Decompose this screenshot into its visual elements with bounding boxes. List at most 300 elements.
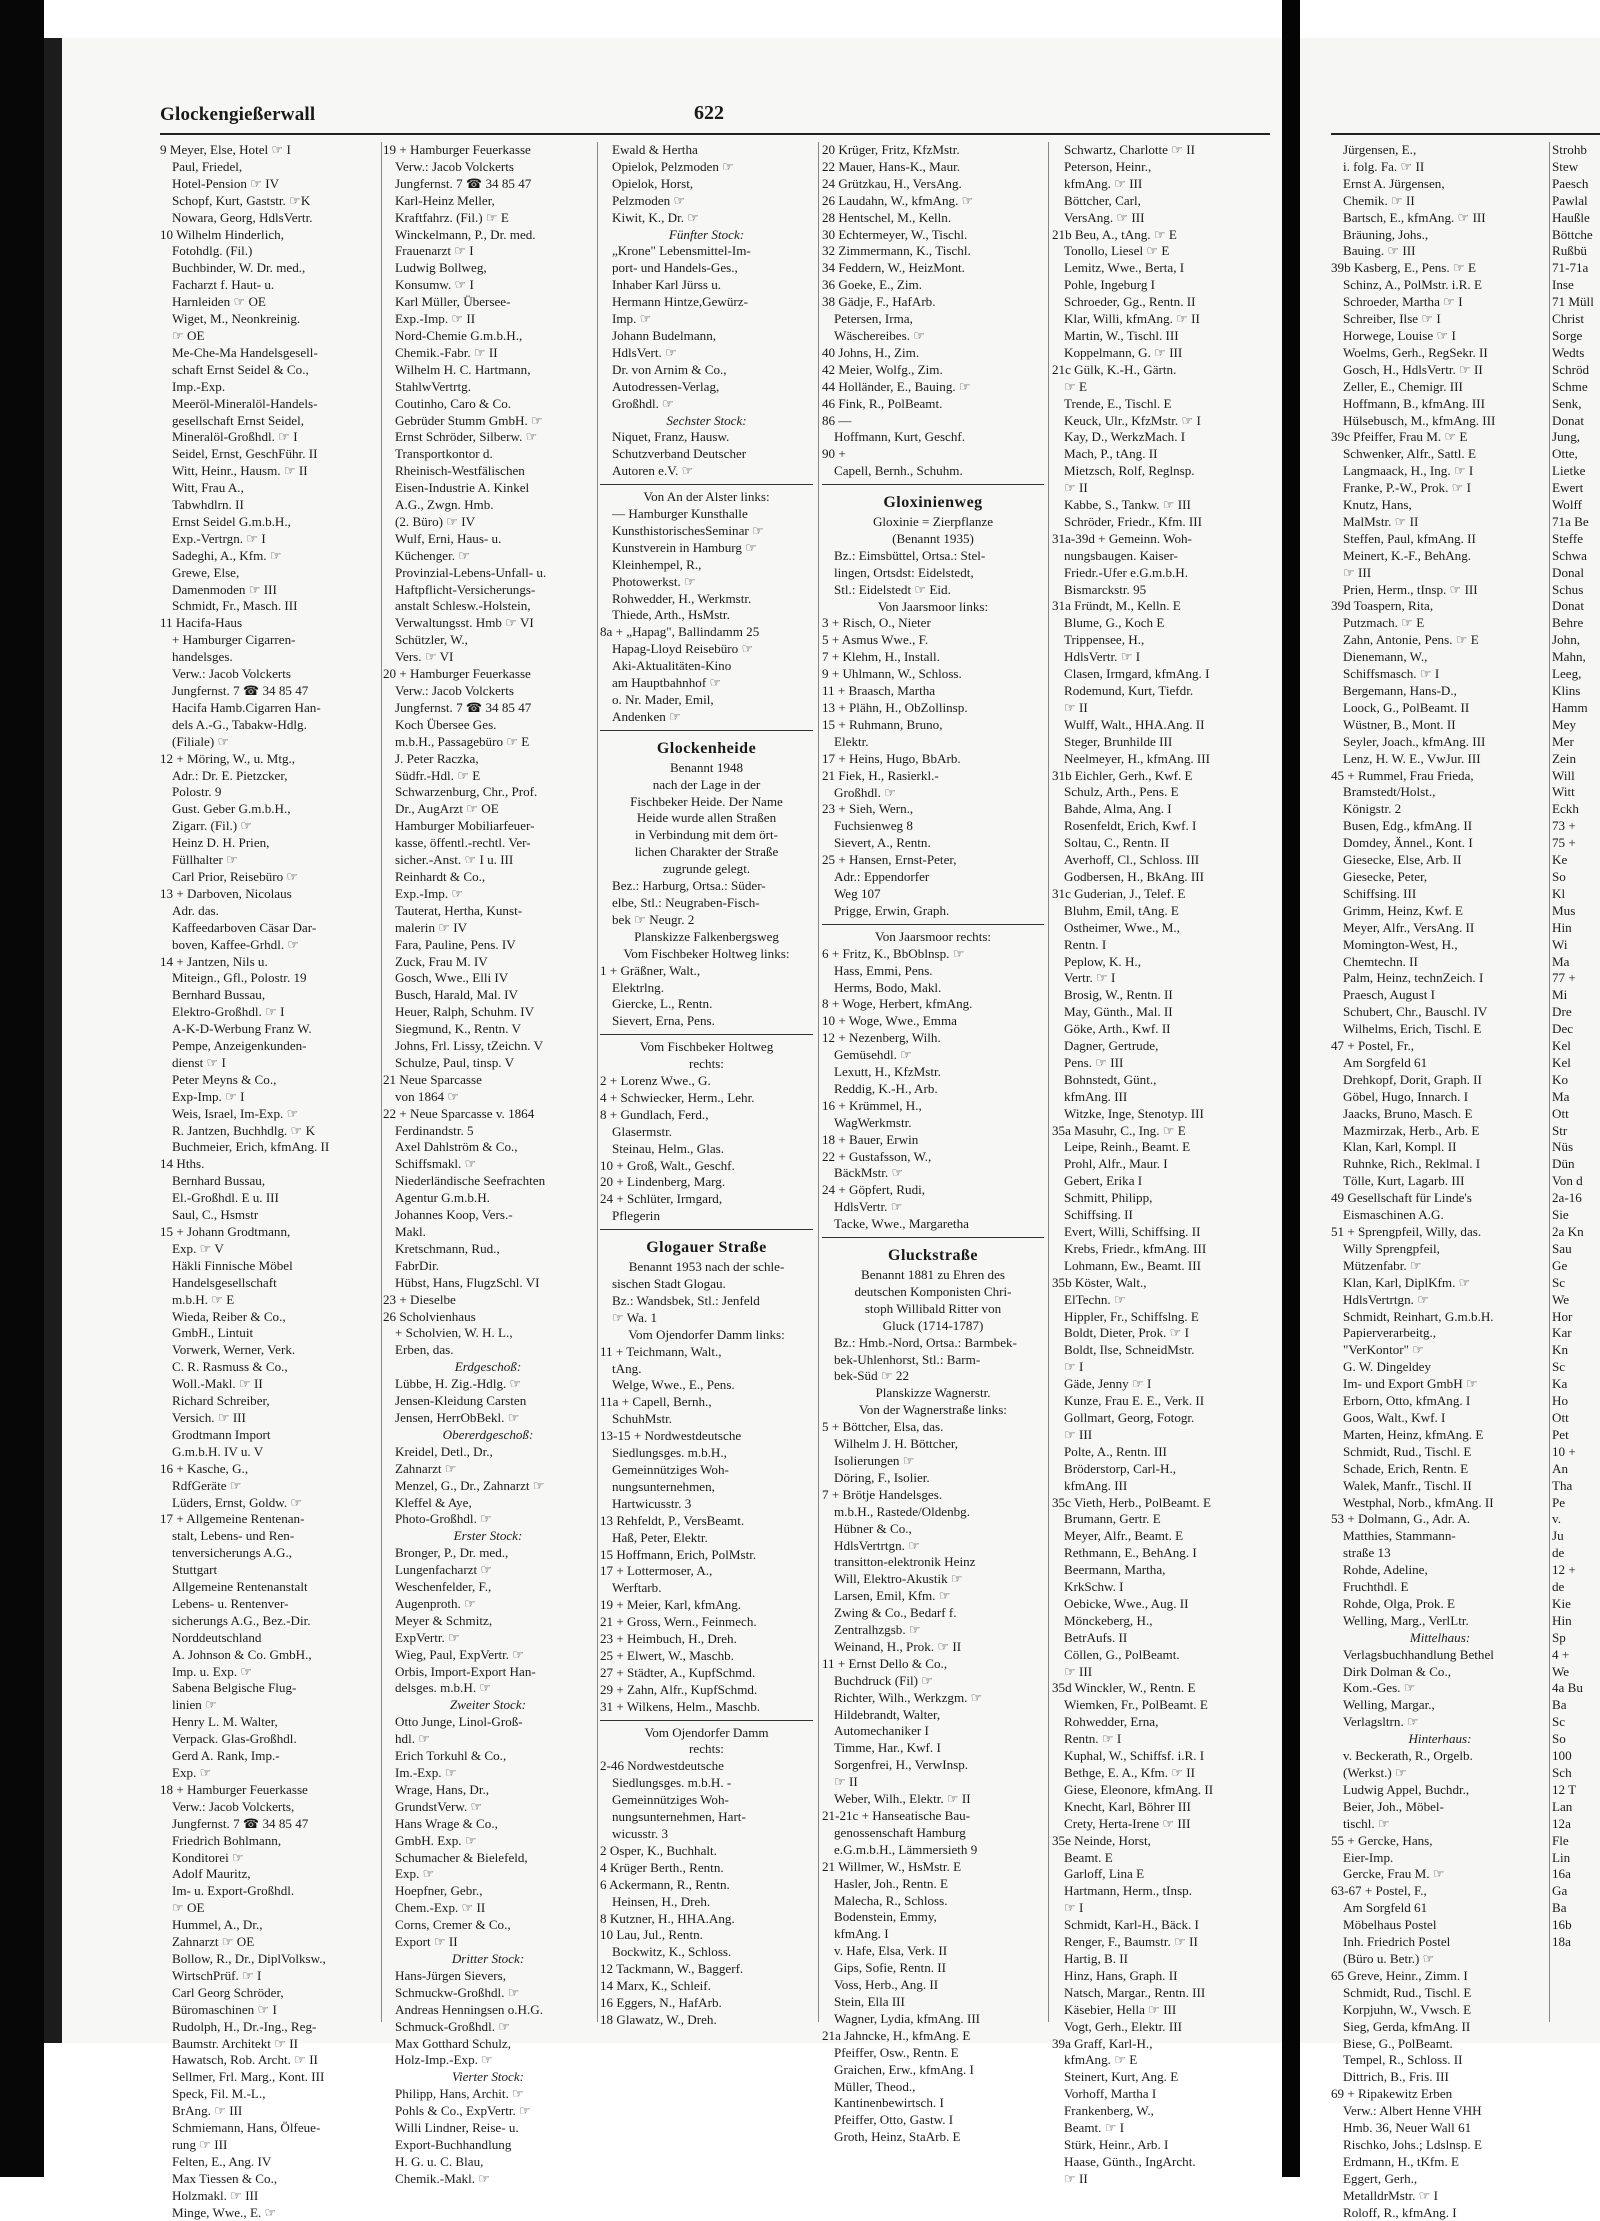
- resident-entry: RdfGeräte ☞: [172, 1477, 242, 1493]
- resident-entry: Lenz, H. W. E., VwJur. III: [1343, 750, 1481, 766]
- resident-entry: Johannes Koop, Vers.-: [395, 1207, 513, 1223]
- resident-entry: Voss, Herb., Ang. II: [834, 1977, 939, 1993]
- address-entry: 27 + Städter, A., KupfSchmd.: [600, 1664, 756, 1680]
- resident-entry: Hübst, Hans, FlugzSchl. VI: [395, 1274, 540, 1290]
- resident-entry: Fuchsienweg 8: [834, 818, 913, 834]
- resident-entry: Richard Schreiber,: [172, 1393, 270, 1409]
- resident-entry: Photo-Großhdl. ☞: [395, 1511, 492, 1527]
- resident-entry: Wilhelm H. C. Hartmann,: [395, 361, 531, 377]
- resident-entry: Bronger, P., Dr. med.,: [395, 1545, 509, 1561]
- resident-entry: Rohwedder, H., Werkmstr.: [612, 590, 752, 606]
- resident-entry: Hotel-Pension ☞ IV: [172, 175, 280, 191]
- address-entry: 21-21c + Hanseatische Bau-: [822, 1808, 971, 1823]
- resident-entry: Häkli Finnische Möbel: [172, 1257, 293, 1273]
- address-entry: 19 + Hamburger Feuerkasse: [383, 142, 531, 157]
- resident-entry: Johns, Frl. Lissy, tZeichn. V: [395, 1038, 544, 1054]
- resident-entry: Larsen, Emil, Kfm. ☞: [834, 1588, 951, 1604]
- resident-entry: Dec: [1552, 1021, 1574, 1037]
- resident-entry: Tha: [1552, 1477, 1573, 1493]
- resident-entry: So: [1552, 868, 1566, 884]
- resident-entry: G. W. Dingeldey: [1343, 1359, 1432, 1375]
- resident-entry: Autoren e.V. ☞: [612, 463, 694, 479]
- resident-entry: Leeg,: [1552, 666, 1582, 682]
- resident-entry: Beier, Joh., Möbel-: [1343, 1798, 1444, 1814]
- resident-entry: Elektrlng.: [612, 979, 664, 995]
- resident-entry: kfmAng. I: [834, 1926, 889, 1942]
- resident-entry: Verlagsbuchhandlung Bethel: [1343, 1646, 1494, 1662]
- resident-entry: Reddig, K.-H., Arb.: [834, 1080, 938, 1096]
- resident-entry: Exp. ☞ V: [172, 1240, 224, 1256]
- directory-note: lichen Charakter der Straße: [634, 844, 779, 860]
- address-entry: 44 Holländer, E., Bauing. ☞: [822, 378, 971, 394]
- resident-entry: stalt, Lebens- und Ren-: [172, 1528, 295, 1544]
- address-entry: 4 Krüger Berth., Rentn.: [600, 1859, 724, 1875]
- directory-note: nach der Lage in der: [652, 776, 761, 792]
- resident-entry: Domdey, Ännel., Kont. I: [1343, 835, 1473, 851]
- resident-entry: tenversicherungs A.G.,: [172, 1545, 292, 1561]
- resident-entry: Im- u. Export-Großhdl.: [172, 1883, 295, 1899]
- resident-entry: Kunstverein in Hamburg ☞: [612, 539, 757, 555]
- resident-entry: Baumstr. Architekt ☞ II: [172, 2035, 298, 2051]
- resident-entry: Soltau, C., Rentn. II: [1064, 835, 1170, 851]
- resident-entry: Mach, P., tAng. II: [1064, 446, 1158, 462]
- resident-entry: Wulf, Erni, Haus- u.: [395, 530, 502, 546]
- directory-note: Von der Wagnerstraße links:: [859, 1402, 1007, 1418]
- resident-entry: ☞ OE: [172, 1900, 205, 1916]
- resident-entry: Hin: [1552, 919, 1572, 935]
- resident-entry: ☞ E: [1064, 378, 1088, 394]
- resident-entry: Schwenker, Alfr., Sattl. E: [1343, 446, 1476, 462]
- resident-entry: tAng.: [612, 1360, 642, 1376]
- resident-entry: Kabbe, S., Tankw. ☞ III: [1064, 497, 1191, 513]
- resident-entry: Schmidt, Rud., Tischl. E: [1343, 1443, 1472, 1459]
- resident-entry: Prohl, Alfr., Maur. I: [1064, 1156, 1168, 1172]
- resident-entry: Willy Sprengpfeil,: [1343, 1240, 1440, 1256]
- resident-entry: Sieg, Gerda, kfmAng. II: [1343, 2018, 1471, 2034]
- resident-entry: Sc: [1552, 1359, 1566, 1375]
- resident-entry: Mus: [1552, 902, 1576, 918]
- resident-entry: HdlsVertr. ☞ I: [1064, 649, 1141, 665]
- resident-entry: Steffen, Paul, kfmAng. II: [1343, 530, 1476, 546]
- resident-entry: Büromaschinen ☞ I: [172, 2001, 277, 2017]
- resident-entry: Küchenger. ☞: [395, 547, 471, 563]
- resident-entry: Siedlungsges. m.b.H.,: [612, 1445, 727, 1461]
- address-entry: 10 Lau, Jul., Rentn.: [600, 1927, 703, 1943]
- resident-entry: Ma: [1552, 1088, 1570, 1104]
- resident-entry: Schmidt, Karl-H., Bäck. I: [1064, 1917, 1199, 1933]
- resident-entry: Otte,: [1552, 446, 1578, 462]
- address-entry: 53 + Dolmann, G., Adr. A.: [1331, 1511, 1471, 1527]
- address-entry: 100: [1552, 1748, 1572, 1764]
- resident-entry: Lungenfacharzt ☞: [395, 1562, 493, 1578]
- resident-entry: Senk,: [1552, 395, 1582, 411]
- resident-entry: Koppelmann, G. ☞ III: [1064, 344, 1183, 360]
- resident-entry: Schinz, A., PolMstr. i.R. E: [1343, 277, 1482, 293]
- resident-entry: ☞ III: [1343, 564, 1372, 580]
- resident-entry: Imp. ☞: [612, 311, 652, 327]
- resident-entry: Exp.-Imp. ☞: [395, 885, 464, 901]
- resident-entry: Hawatsch, Rob. Archt. ☞ II: [172, 2052, 318, 2068]
- resident-entry: Palm, Heinz, technZeich. I: [1343, 970, 1484, 986]
- resident-entry: Groth, Heinz, StaArb. E: [834, 2129, 961, 2145]
- resident-entry: Tempel, R., Schloss. II: [1343, 2052, 1463, 2068]
- resident-entry: Verpack. Glas-Großhdl.: [172, 1731, 297, 1747]
- resident-entry: Elektr.: [834, 733, 869, 749]
- resident-entry: e.G.m.b.H., Lämmersieth 9: [834, 1841, 978, 1857]
- resident-entry: Witt, Frau A.,: [172, 480, 244, 496]
- resident-entry: GmbH. Exp. ☞: [395, 1832, 477, 1848]
- address-entry: 16a: [1552, 1866, 1571, 1882]
- address-entry: 86 —: [822, 412, 852, 428]
- resident-entry: HdlsVertr. ☞: [834, 1199, 903, 1215]
- right-page-header-rule: [1331, 133, 1600, 135]
- resident-entry: Gebert, Erika I: [1064, 1173, 1143, 1189]
- resident-entry: Langmaack, H., Ing. ☞ I: [1343, 463, 1474, 479]
- resident-entry: v. Beckerath, R., Orgelb.: [1343, 1748, 1473, 1764]
- resident-entry: Eggert, Gerh.,: [1343, 2170, 1418, 2186]
- resident-entry: Andenken ☞: [612, 708, 681, 724]
- resident-entry: Mönckeberg, H.,: [1064, 1612, 1153, 1628]
- address-entry: 39a Graff, Karl-H.,: [1052, 2035, 1153, 2051]
- resident-entry: Momington-West, H.,: [1343, 936, 1458, 952]
- address-entry: 12 Tackmann, W., Baggerf.: [600, 1961, 744, 1977]
- resident-entry: Hor: [1552, 1308, 1573, 1324]
- resident-entry: Donat: [1552, 598, 1584, 614]
- resident-entry: Garloff, Lina E: [1064, 1866, 1145, 1882]
- resident-entry: Kay, D., WerkzMach. I: [1064, 429, 1186, 445]
- resident-entry: Max Tiessen & Co.,: [172, 2170, 278, 2186]
- resident-entry: Schiffsing. III: [1343, 885, 1417, 901]
- resident-entry: Damenmoden ☞ III: [172, 581, 277, 597]
- resident-entry: Dagner, Gertrude,: [1064, 1038, 1159, 1054]
- resident-entry: Schopf, Kurt, Gaststr. ☞K: [172, 192, 311, 208]
- resident-entry: Minge, Wwe., E. ☞: [172, 2204, 277, 2220]
- resident-entry: Ott: [1552, 1409, 1569, 1425]
- resident-entry: Zein: [1552, 750, 1576, 766]
- resident-entry: Ge: [1552, 1257, 1568, 1273]
- resident-entry: Niquet, Franz, Hausw.: [612, 429, 730, 445]
- resident-entry: Kuphal, W., Schiffsf. i.R. I: [1064, 1748, 1205, 1764]
- resident-entry: GmbH., Lintuit: [172, 1325, 254, 1341]
- resident-entry: Boldt, Dieter, Prok. ☞ I: [1064, 1325, 1190, 1341]
- resident-entry: We: [1552, 1663, 1570, 1679]
- address-entry: 18 + Hamburger Feuerkasse: [160, 1781, 308, 1797]
- directory-column-1: [160, 142, 380, 2221]
- resident-entry: Westphal, Norb., kfmAng. II: [1343, 1494, 1494, 1510]
- resident-entry: Schmidt, Reinhart, G.m.b.H.: [1343, 1308, 1494, 1324]
- resident-entry: delsges. m.b.H. ☞: [395, 1680, 492, 1696]
- resident-entry: Vogt, Gerh., Elektr. III: [1064, 2018, 1182, 2034]
- resident-entry: Corns, Cremer & Co.,: [395, 1917, 511, 1933]
- address-entry: 1 + Gräßner, Walt.,: [600, 962, 701, 978]
- resident-entry: Pohle, Ingeburg I: [1064, 277, 1156, 293]
- resident-entry: Schmuckw-Großhdl. ☞: [395, 1984, 520, 2000]
- resident-entry: Makl.: [395, 1224, 426, 1239]
- resident-entry: Imp.-Exp.: [172, 378, 226, 394]
- resident-entry: Schwarzenburg, Chr., Prof.: [395, 784, 538, 800]
- floor-subheading: Zweiter Stock:: [450, 1697, 526, 1713]
- resident-entry: Krebs, Friedr., kfmAng. III: [1064, 1240, 1207, 1256]
- resident-entry: Chemtechn. II: [1343, 953, 1418, 969]
- address-entry: 71-71a: [1552, 260, 1589, 276]
- resident-entry: Hoepfner, Gebr.,: [395, 1883, 483, 1899]
- resident-entry: Boldt, Ilse, SchneidMstr.: [1064, 1342, 1195, 1358]
- resident-entry: Averhoff, Cl., Schloss. III: [1064, 852, 1200, 868]
- resident-entry: Friedr.-Ufer e.G.m.b.H.: [1064, 564, 1188, 580]
- resident-entry: ElTechn. ☞: [1064, 1291, 1126, 1307]
- resident-entry: rung ☞ III: [172, 2136, 228, 2152]
- resident-entry: Franke, P.-W., Prok. ☞ I: [1343, 480, 1472, 496]
- resident-entry: Sc: [1552, 1274, 1566, 1290]
- resident-entry: Elektro-Großhdl. ☞ I: [172, 1004, 285, 1020]
- resident-entry: Sp: [1552, 1629, 1566, 1645]
- resident-entry: Wilhelm J. H. Böttcher,: [834, 1436, 959, 1452]
- address-entry: 47 + Postel, Fr.,: [1331, 1038, 1415, 1054]
- address-entry: 35a Masuhr, C., Ing. ☞ E: [1052, 1122, 1186, 1138]
- address-entry: 49 Gesellschaft für Linde's: [1331, 1190, 1472, 1206]
- resident-entry: Bz.: Hmb.-Nord, Ortsa.: Barmbek-: [834, 1334, 1017, 1350]
- address-entry: 16 + Kasche, G.,: [160, 1460, 249, 1476]
- resident-entry: Im- und Export GmbH ☞: [1343, 1376, 1478, 1392]
- address-entry: 2 + Lorenz Wwe., G.: [600, 1073, 711, 1089]
- directory-note: Gloxinie = Zierpflanze: [872, 514, 994, 530]
- resident-entry: Gips, Sofie, Rentn. II: [834, 1960, 947, 1976]
- resident-entry: Crety, Herta-Irene ☞ III: [1064, 1815, 1191, 1831]
- resident-entry: Kunze, Frau E. E., Verk. II: [1064, 1393, 1205, 1409]
- resident-entry: Philipp, Hans, Archit. ☞: [395, 2086, 524, 2102]
- resident-entry: Verlagsltrn. ☞: [1343, 1714, 1419, 1730]
- resident-entry: Ewert: [1552, 480, 1584, 496]
- address-entry: 16b: [1552, 1917, 1572, 1933]
- resident-entry: Imp. u. Exp. ☞: [172, 1663, 253, 1679]
- resident-entry: John,: [1552, 632, 1581, 648]
- resident-entry: Vers. ☞ VI: [395, 649, 454, 665]
- resident-entry: Wagner, Lydia, kfmAng. III: [834, 2010, 981, 2026]
- resident-entry: Brosig, W., Rentn. II: [1064, 987, 1173, 1003]
- resident-entry: Norddeutschland: [172, 1629, 262, 1645]
- resident-entry: Mützenfabr. ☞: [1343, 1257, 1422, 1273]
- floor-subheading: Erster Stock:: [453, 1528, 523, 1544]
- resident-entry: (Filiale) ☞: [172, 733, 230, 749]
- resident-entry: Bernhard Bussau,: [172, 1173, 266, 1189]
- resident-entry: Provinzial-Lebens-Unfall- u.: [395, 564, 547, 580]
- directory-note: rechts:: [689, 1056, 724, 1072]
- resident-entry: dels A.-G., Tabakw-Hdlg.: [172, 716, 307, 732]
- resident-entry: bek-Uhlenhorst, Stl.: Barm-: [834, 1351, 981, 1367]
- resident-entry: Kiwit, K., Dr. ☞: [612, 209, 700, 225]
- resident-entry: StahlwVertrtg.: [395, 378, 472, 394]
- address-entry: 2-46 Nordwestdeutsche: [600, 1758, 724, 1774]
- resident-entry: nungsunternehmen,: [612, 1478, 715, 1494]
- resident-entry: Schmitt, Philipp,: [1064, 1190, 1153, 1206]
- resident-entry: kasse, öffentl.-rechtl. Ver-: [395, 835, 531, 851]
- resident-entry: kfmAng. ☞ III: [1064, 175, 1143, 191]
- resident-entry: Weis, Israel, Im-Exp. ☞: [172, 1105, 299, 1121]
- resident-entry: Lemitz, Wwe., Berta, I: [1064, 260, 1185, 276]
- section-rule: [600, 730, 813, 731]
- resident-entry: Wieda, Reiber & Co.,: [172, 1308, 286, 1324]
- resident-entry: Schme: [1552, 378, 1588, 394]
- resident-entry: Felten, E., Ang. IV: [172, 2153, 272, 2169]
- resident-entry: Gust. Geber G.m.b.H.,: [172, 801, 291, 817]
- address-entry: 11 + Teichmann, Walt.,: [600, 1343, 722, 1359]
- resident-entry: Dr. von Arnim & Co.,: [612, 361, 727, 377]
- resident-entry: Pfeiffer, Osw., Rentn. E: [834, 2044, 959, 2060]
- resident-entry: Haftpflicht-Versicherungs-: [395, 581, 536, 597]
- resident-entry: bek-Süd ☞ 22: [834, 1368, 910, 1384]
- resident-entry: Export-Buchhandlung: [395, 2136, 512, 2152]
- resident-entry: Praesch, August I: [1343, 987, 1436, 1003]
- address-entry: 75 +: [1552, 835, 1576, 851]
- address-entry: 31b Eichler, Gerh., Kwf. E: [1052, 767, 1193, 783]
- resident-entry: dienst ☞ I: [172, 1054, 226, 1070]
- resident-entry: port- und Handels-Ges.,: [612, 260, 738, 276]
- resident-entry: Schroeder, Gg., Rentn. II: [1064, 294, 1196, 310]
- resident-entry: Matthies, Stammann-: [1343, 1528, 1456, 1544]
- resident-entry: Nord-Chemie G.m.b.H.,: [395, 327, 523, 343]
- address-entry: 26 Scholvienhaus: [383, 1308, 476, 1324]
- address-entry: 24 Grützkau, H., VersAng.: [822, 175, 962, 191]
- section-rule: [600, 1720, 813, 1721]
- directory-column-2: [383, 142, 593, 2188]
- resident-entry: Schade, Erich, Rentn. E: [1343, 1460, 1469, 1476]
- directory-note: Benannt 1948: [669, 759, 744, 775]
- resident-entry: Winckelmann, P., Dr. med.: [395, 226, 536, 242]
- address-entry: 77 +: [1552, 970, 1576, 986]
- resident-entry: Hülsebusch, M., kfmAng. III: [1343, 412, 1496, 428]
- resident-entry: Tacke, Wwe., Margaretha: [834, 1216, 969, 1232]
- resident-entry: Welling, Marg., VerlLtr.: [1343, 1612, 1469, 1628]
- resident-entry: Gemüsehdl. ☞: [834, 1047, 912, 1063]
- resident-entry: Buchdruck (Fil) ☞: [834, 1672, 934, 1688]
- resident-entry: HdlsVertrtgn. ☞: [834, 1537, 920, 1553]
- address-entry: 6 Ackermann, R., Rentn.: [600, 1876, 730, 1892]
- resident-entry: Woll.-Makl. ☞ II: [172, 1376, 263, 1392]
- resident-entry: Sievert, A., Rentn.: [834, 835, 931, 851]
- resident-entry: Sau: [1552, 1240, 1572, 1256]
- column-divider: [597, 142, 598, 2022]
- resident-entry: Exp. ☞: [172, 1765, 212, 1780]
- resident-entry: Meyer, Alfr., Beamt. E: [1064, 1528, 1184, 1544]
- resident-entry: Ostheimer, Wwe., M.,: [1064, 919, 1180, 935]
- address-entry: 21 Willmer, W., HsMstr. E: [822, 1858, 962, 1874]
- address-entry: 21a Jahncke, H., kfmAng. E: [822, 2027, 971, 2043]
- resident-entry: bek ☞ Neugr. 2: [612, 911, 695, 927]
- resident-entry: sicherungs A.G., Bez.-Dir.: [172, 1612, 311, 1628]
- resident-entry: G.m.b.H. IV u. V: [172, 1443, 264, 1459]
- directory-note: Benannt 1881 zu Ehren des: [861, 1267, 1005, 1282]
- address-entry: 2a-16: [1552, 1190, 1582, 1206]
- resident-entry: ☞ I: [1064, 1359, 1084, 1375]
- resident-entry: Hans-Jürgen Sievers,: [395, 1967, 507, 1983]
- resident-entry: Bz.: Eimsbüttel, Ortsa.: Stel-: [834, 547, 986, 563]
- resident-entry: Jung,: [1552, 429, 1581, 445]
- resident-entry: (Werkst.) ☞: [1343, 1765, 1407, 1780]
- resident-entry: genossenschaft Hamburg: [834, 1824, 966, 1840]
- resident-entry: Schützler, W.,: [395, 632, 468, 648]
- address-entry: 21c Gülk, K.-H., Gärtn.: [1052, 361, 1177, 377]
- resident-entry: Ba: [1552, 1900, 1567, 1916]
- resident-entry: Meyer & Schmitz,: [395, 1612, 493, 1628]
- resident-entry: Tabwhdlrn. II: [172, 497, 244, 513]
- resident-entry: Woelms, Gerh., RegSekr. II: [1343, 344, 1488, 360]
- directory-note: Vom Fischbeker Holtweg: [639, 1039, 774, 1055]
- resident-entry: Königstr. 2: [1343, 801, 1402, 817]
- address-entry: 34 Feddern, W., HeizMont.: [822, 260, 965, 276]
- resident-entry: Mineralöl-Großhdl. ☞ I: [172, 429, 298, 445]
- section-rule: [600, 1034, 813, 1035]
- resident-entry: Autodressen-Verlag,: [612, 378, 720, 394]
- resident-entry: C. R. Rasmuss & Co.,: [172, 1359, 288, 1375]
- resident-entry: Paul, Friedel,: [172, 158, 243, 174]
- address-entry: 14 Hths.: [160, 1156, 205, 1172]
- resident-entry: A.G., Zwgn. Hmb.: [395, 497, 494, 513]
- resident-entry: Vorwerk, Werner, Verk.: [172, 1342, 296, 1358]
- resident-entry: Grewe, Else,: [172, 564, 240, 580]
- address-entry: 12a: [1552, 1815, 1571, 1831]
- resident-entry: Weinand, H., Prok. ☞ II: [834, 1638, 962, 1654]
- resident-entry: ☞ OE: [172, 327, 205, 343]
- address-entry: 20 + Hamburger Feuerkasse: [383, 666, 531, 682]
- floor-subheading: Mittelhaus:: [1409, 1629, 1471, 1645]
- resident-entry: Exp. ☞: [395, 1866, 435, 1882]
- resident-entry: Speck, Fil. M.-L.,: [172, 2086, 266, 2102]
- directory-note: Fischbeker Heide. Der Name: [630, 793, 783, 809]
- resident-entry: BrAng. ☞ III: [172, 2103, 243, 2119]
- resident-entry: Sorgenfrei, H., VerwInsp.: [834, 1757, 969, 1773]
- address-entry: 14 Marx, K., Schleif.: [600, 1978, 711, 1994]
- directory-note: Gluck (1714-1787): [882, 1317, 984, 1333]
- resident-entry: Bahde, Alma, Ang. I: [1064, 801, 1172, 817]
- resident-entry: m.b.H., Passagebüro ☞ E: [395, 733, 530, 749]
- resident-entry: Lebens- u. Rentenver-: [172, 1595, 289, 1611]
- resident-entry: Donal: [1552, 564, 1584, 580]
- directory-note: Planskizze Falkenbergsweg: [634, 928, 779, 944]
- resident-entry: Jürgensen, E.,: [1343, 142, 1417, 157]
- resident-entry: Opielok, Pelzmoden ☞: [612, 158, 734, 174]
- resident-entry: Konsumw. ☞ I: [395, 277, 474, 293]
- address-entry: 11 + Braasch, Martha: [822, 683, 936, 699]
- resident-entry: Beamt. ☞ I: [1064, 2120, 1125, 2136]
- resident-entry: Ernst A. Jürgensen,: [1343, 175, 1445, 191]
- address-entry: 13 Rehfeldt, P., VersBeamt.: [600, 1512, 745, 1528]
- resident-entry: Wi: [1552, 936, 1568, 952]
- address-entry: 69 + Ripakewitz Erben: [1331, 2086, 1453, 2102]
- resident-entry: Hoffmann, Kurt, Geschf.: [834, 429, 966, 445]
- resident-entry: Schubert, Chr., Bauschl. IV: [1343, 1004, 1488, 1020]
- address-entry: 10 Wilhelm Hinderlich,: [160, 226, 284, 242]
- directory-note: zugrunde gelegt.: [662, 861, 751, 877]
- resident-entry: Inh. Friedrich Postel: [1343, 1934, 1451, 1950]
- resident-entry: Hmb. 36, Neuer Wall 61: [1343, 2120, 1472, 2136]
- address-entry: 24 + Schlüter, Irmgard,: [600, 1191, 723, 1207]
- resident-entry: Ko: [1552, 1071, 1569, 1087]
- address-entry: 3 + Risch, O., Nieter: [822, 615, 931, 631]
- resident-entry: Exp.-Vertrgn. ☞ I: [172, 530, 266, 546]
- resident-entry: Schus: [1552, 581, 1584, 597]
- resident-entry: Papierverarbeitg.,: [1343, 1325, 1437, 1341]
- resident-entry: Karl-Heinz Meller,: [395, 192, 495, 208]
- directory-column-3: [600, 142, 813, 2029]
- resident-entry: Steinau, Helm., Glas.: [612, 1140, 725, 1156]
- resident-entry: Goos, Walt., Kwf. I: [1343, 1409, 1446, 1425]
- resident-entry: Trippensee, H.,: [1064, 632, 1145, 648]
- resident-entry: VersAng. ☞ III: [1064, 209, 1145, 225]
- resident-entry: Allgemeine Rentenanstalt: [172, 1579, 308, 1595]
- address-entry: 40 Johns, H., Zim.: [822, 344, 920, 360]
- street-heading: Gloxinienweg: [883, 494, 983, 512]
- resident-entry: Hass, Emmi, Pens.: [834, 962, 933, 978]
